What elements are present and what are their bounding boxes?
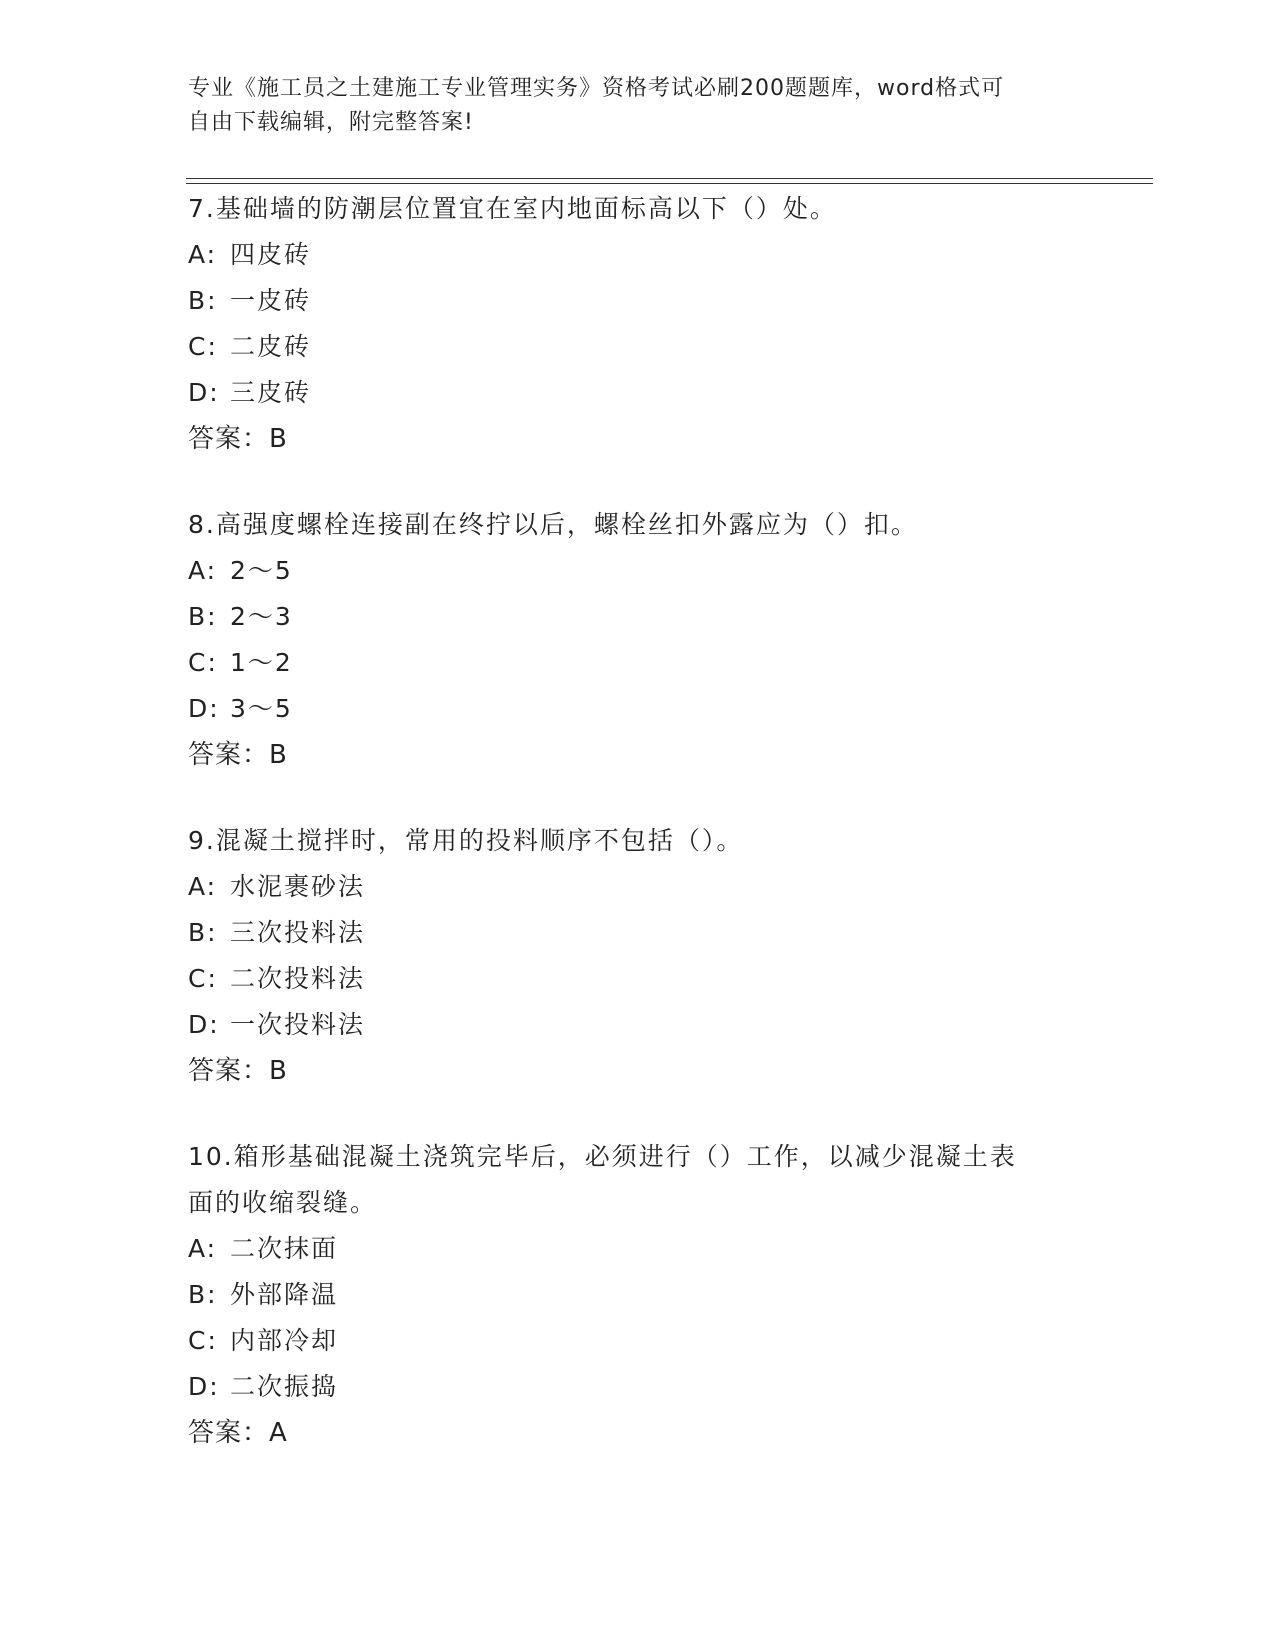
option-d bbox=[188, 1364, 1088, 1410]
question-10 bbox=[188, 1134, 1088, 1456]
option-text: 四皮砖 bbox=[230, 240, 312, 269]
option-label: B: bbox=[188, 1280, 218, 1309]
option-label: C: bbox=[188, 964, 218, 993]
option-label: B: bbox=[188, 602, 218, 631]
document-header bbox=[188, 72, 1088, 140]
option-c bbox=[188, 640, 1088, 686]
header-divider bbox=[186, 178, 1153, 184]
option-text: 2～5 bbox=[230, 556, 293, 585]
option-text: 二皮砖 bbox=[230, 332, 312, 361]
option-b bbox=[188, 1272, 1088, 1318]
option-text: 2～3 bbox=[230, 602, 293, 631]
question-stem-line: 8.高强度螺栓连接副在终拧以后，螺栓丝扣外露应为（）扣。 bbox=[188, 510, 918, 539]
option-d bbox=[188, 370, 1088, 416]
question-stem bbox=[188, 502, 1088, 548]
option-b bbox=[188, 910, 1088, 956]
option-b bbox=[188, 278, 1088, 324]
option-label: D: bbox=[188, 1010, 220, 1039]
option-c bbox=[188, 956, 1088, 1002]
option-d bbox=[188, 686, 1088, 732]
option-d bbox=[188, 1002, 1088, 1048]
option-text: 二次抹面 bbox=[230, 1234, 339, 1263]
question-stem-line: 10.箱形基础混凝土浇筑完毕后，必须进行（）工作，以减少混凝土表 bbox=[188, 1142, 1017, 1171]
option-label: D: bbox=[188, 1372, 220, 1401]
option-text: 3～5 bbox=[230, 694, 293, 723]
option-c bbox=[188, 324, 1088, 370]
option-text: 水泥裹砂法 bbox=[230, 872, 366, 901]
header-line-1: 专业《施工员之土建施工专业管理实务》资格考试必刷200题题库，word格式可 bbox=[188, 76, 1005, 101]
option-text: 三皮砖 bbox=[230, 378, 312, 407]
option-a bbox=[188, 864, 1088, 910]
option-label: A: bbox=[188, 556, 218, 585]
question-8 bbox=[188, 502, 1088, 778]
option-text: 三次投料法 bbox=[230, 918, 366, 947]
option-a bbox=[188, 548, 1088, 594]
answer: 答案：B bbox=[188, 740, 288, 770]
option-text: 一次投料法 bbox=[230, 1010, 366, 1039]
option-label: A: bbox=[188, 872, 218, 901]
option-c bbox=[188, 1318, 1088, 1364]
answer: 答案：A bbox=[188, 1418, 288, 1448]
option-label: B: bbox=[188, 918, 218, 947]
option-text: 1～2 bbox=[230, 648, 293, 677]
option-b bbox=[188, 594, 1088, 640]
answer: 答案：B bbox=[188, 1056, 288, 1086]
option-label: D: bbox=[188, 694, 220, 723]
answer: 答案：B bbox=[188, 424, 288, 454]
question-stem-line: 9.混凝土搅拌时，常用的投料顺序不包括（）。 bbox=[188, 826, 744, 855]
option-text: 二次振捣 bbox=[230, 1372, 339, 1401]
question-9 bbox=[188, 818, 1088, 1094]
option-a bbox=[188, 232, 1088, 278]
question-stem-line: 7.基础墙的防潮层位置宜在室内地面标高以下（）处。 bbox=[188, 194, 837, 223]
option-label: C: bbox=[188, 1326, 218, 1355]
option-text: 二次投料法 bbox=[230, 964, 366, 993]
option-label: B: bbox=[188, 286, 218, 315]
option-label: D: bbox=[188, 378, 220, 407]
option-label: A: bbox=[188, 1234, 218, 1263]
question-stem bbox=[188, 818, 1088, 864]
option-text: 一皮砖 bbox=[230, 286, 312, 315]
option-text: 内部冷却 bbox=[230, 1326, 339, 1355]
option-label: C: bbox=[188, 648, 218, 677]
question-7 bbox=[188, 186, 1088, 462]
header-line-2: 自由下载编辑，附完整答案! bbox=[188, 110, 474, 135]
option-text: 外部降温 bbox=[230, 1280, 339, 1309]
option-label: C: bbox=[188, 332, 218, 361]
option-label: A: bbox=[188, 240, 218, 269]
question-stem bbox=[188, 1134, 1088, 1226]
option-a bbox=[188, 1226, 1088, 1272]
question-stem-line: 面的收缩裂缝。 bbox=[188, 1188, 378, 1217]
question-stem bbox=[188, 186, 1088, 232]
